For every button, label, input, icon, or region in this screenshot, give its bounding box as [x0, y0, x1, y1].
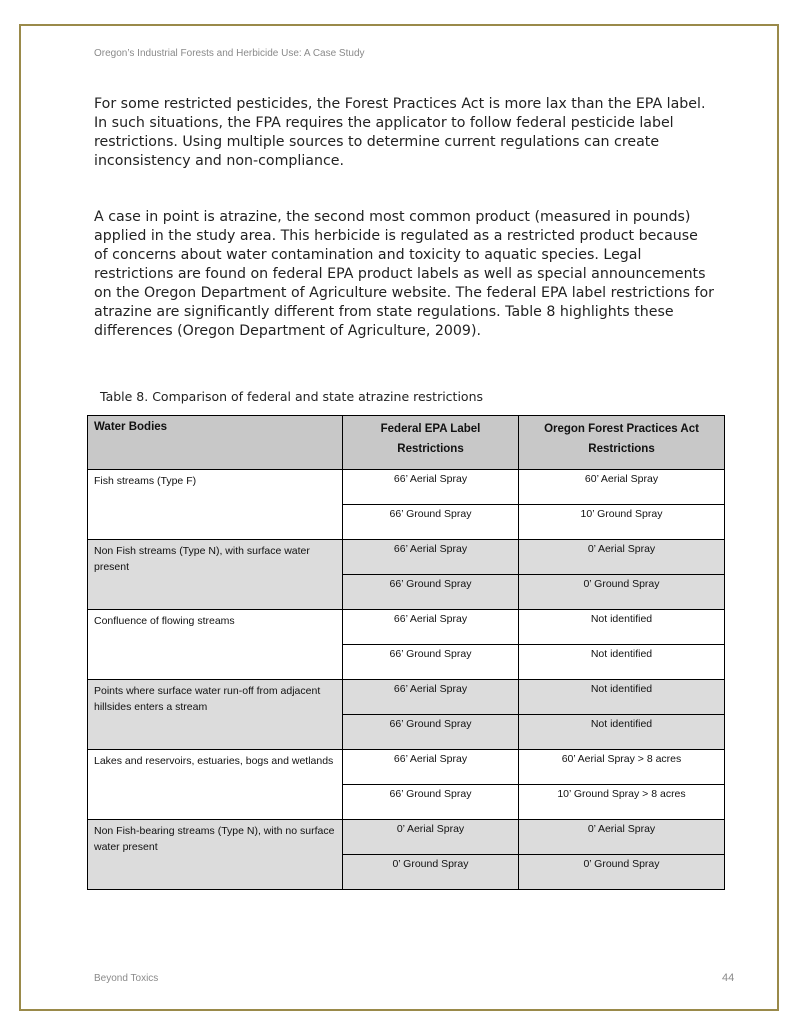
oregon-restriction-cell: Not identified	[519, 680, 725, 715]
oregon-restriction-cell: 0’ Aerial Spray	[519, 540, 725, 575]
header-water-bodies: Water Bodies	[88, 416, 343, 470]
federal-restriction-cell: 66’ Ground Spray	[343, 715, 519, 750]
federal-restriction-cell: 66’ Ground Spray	[343, 505, 519, 540]
federal-restriction-cell: 0’ Ground Spray	[343, 855, 519, 890]
water-body-cell: Points where surface water run-off from adjacent hillsides enters a stream	[88, 680, 343, 750]
water-body-cell: Fish streams (Type F)	[88, 470, 343, 540]
table-row	[88, 540, 725, 575]
water-body-cell: Non Fish-bearing streams (Type N), with no surface water present	[88, 820, 343, 890]
table-row	[88, 680, 725, 715]
page-number: 44	[722, 972, 735, 984]
table-header-row	[88, 416, 725, 470]
federal-restriction-cell: 66’ Ground Spray	[343, 645, 519, 680]
header-federal: Federal EPA Label Restrictions	[343, 416, 519, 470]
oregon-restriction-cell: 0’ Ground Spray	[519, 575, 725, 610]
body-paragraph-1	[94, 95, 714, 171]
oregon-restriction-cell: Not identified	[519, 645, 725, 680]
federal-restriction-cell: 66’ Ground Spray	[343, 785, 519, 820]
table-row	[88, 470, 725, 505]
oregon-restriction-cell: 60’ Aerial Spray > 8 acres	[519, 750, 725, 785]
table-row	[88, 820, 725, 855]
water-body-cell: Non Fish streams (Type N), with surface water present	[88, 540, 343, 610]
paragraph-text: For some restricted pesticides, the Forest Practices Act is more lax than the EPA label. In such situations, the FPA requires the applicator to follow federal pesticide label restrictions. Using multiple sources to determine current regulations can create inconsistency and non-compliance.	[94, 96, 706, 169]
oregon-restriction-cell: 60’ Aerial Spray	[519, 470, 725, 505]
water-body-cell: Confluence of flowing streams	[88, 610, 343, 680]
water-body-cell: Lakes and reservoirs, estuaries, bogs and wetlands	[88, 750, 343, 820]
oregon-restriction-cell: 0’ Aerial Spray	[519, 820, 725, 855]
oregon-restriction-cell: Not identified	[519, 715, 725, 750]
oregon-restriction-cell: 10’ Ground Spray > 8 acres	[519, 785, 725, 820]
paragraph-text: A case in point is atrazine, the second most common product (measured in pounds) applied in the study area. This herbicide is regulated as a restricted product because of concerns about water contamination and toxicity to aquatic species. Legal restrictions are found on federal EPA product labels as well as special announcements on the Oregon Department of Agriculture website. The federal EPA label restrictions for atrazine are significantly different from state regulations. Table 8 highlights these differences (Oregon Department of Agriculture, 2009).	[94, 209, 714, 339]
oregon-restriction-cell: 10’ Ground Spray	[519, 505, 725, 540]
body-paragraph-2	[94, 208, 714, 341]
running-header: Oregon’s Industrial Forests and Herbicide Use: A Case Study	[94, 48, 365, 59]
federal-restriction-cell: 66’ Aerial Spray	[343, 680, 519, 715]
footer-organization: Beyond Toxics	[94, 973, 159, 984]
header-oregon: Oregon Forest Practices Act Restrictions	[519, 416, 725, 470]
federal-restriction-cell: 0’ Aerial Spray	[343, 820, 519, 855]
federal-restriction-cell: 66’ Aerial Spray	[343, 750, 519, 785]
federal-restriction-cell: 66’ Aerial Spray	[343, 540, 519, 575]
federal-restriction-cell: 66’ Ground Spray	[343, 575, 519, 610]
oregon-restriction-cell: Not identified	[519, 610, 725, 645]
oregon-restriction-cell: 0’ Ground Spray	[519, 855, 725, 890]
table-row	[88, 610, 725, 645]
federal-restriction-cell: 66’ Aerial Spray	[343, 610, 519, 645]
federal-restriction-cell: 66’ Aerial Spray	[343, 470, 519, 505]
table-caption: Table 8. Comparison of federal and state atrazine restrictions	[100, 389, 484, 404]
restrictions-table	[87, 415, 725, 890]
table-row	[88, 750, 725, 785]
